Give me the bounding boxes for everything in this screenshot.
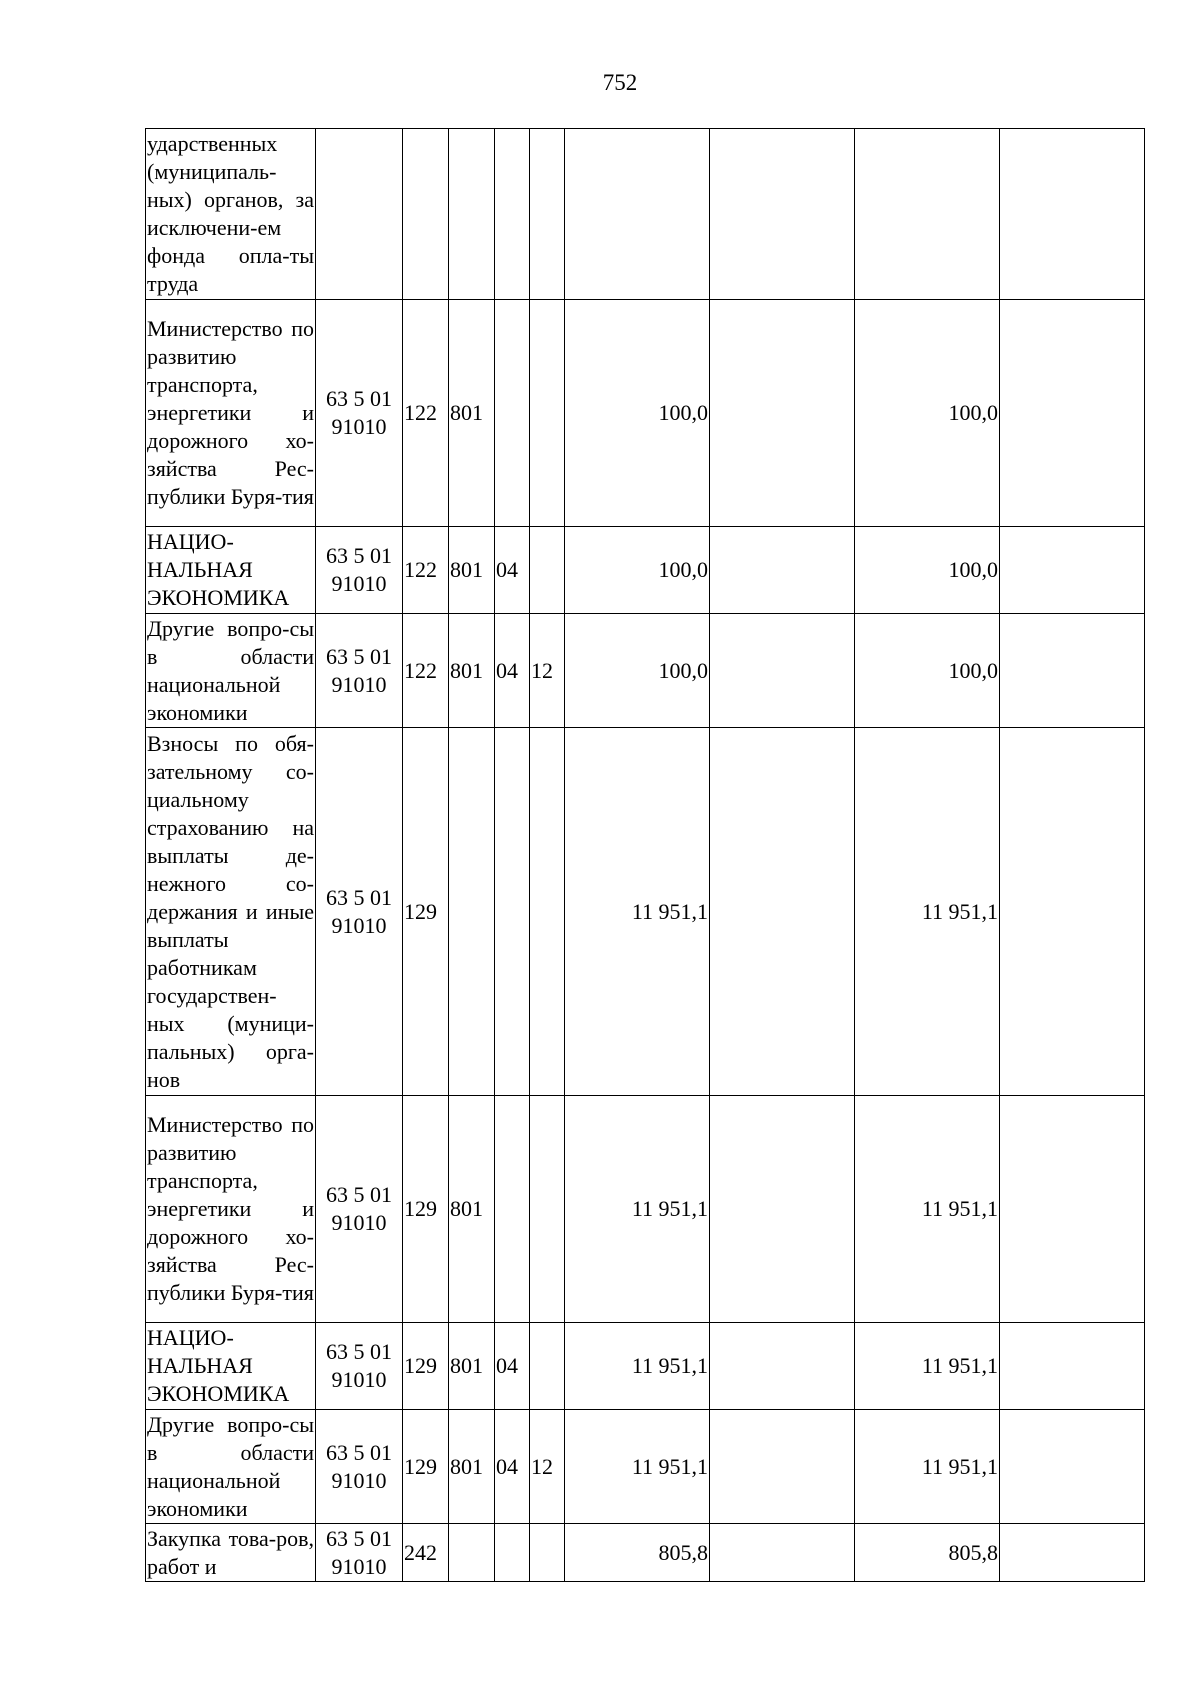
subsection-cell [530, 1096, 565, 1323]
row-name-cell: НАЦИО-НАЛЬНАЯ ЭКОНОМИКА [146, 1323, 316, 1410]
table-row [146, 1096, 1145, 1323]
amount-col3-cell: 11 951,1 [855, 1096, 1000, 1323]
table-row [146, 1524, 1145, 1582]
target-article-cell: 63 5 01 91010 [316, 300, 403, 527]
target-article-cell: 63 5 01 91010 [316, 527, 403, 614]
section-cell [495, 1524, 530, 1582]
row-name-cell: Другие вопро-сы в области национальной экономики [146, 614, 316, 728]
amount-col4-cell [1000, 1410, 1145, 1524]
amount-total-cell [565, 129, 710, 300]
amount-col3-cell: 100,0 [855, 300, 1000, 527]
row-name-cell: Министерство по развитию транспорта, энергетики и дорожного хо-зяйства Рес-публики Буря-тия [146, 1096, 316, 1323]
amount-col3-cell: 11 951,1 [855, 728, 1000, 1096]
target-article-cell: 63 5 01 91010 [316, 1524, 403, 1582]
row-name-cell: Закупка това-ров, работ и [146, 1524, 316, 1582]
amount-col2-cell [710, 1524, 855, 1582]
subsection-cell [530, 527, 565, 614]
subsection-cell [530, 129, 565, 300]
amount-total-cell: 805,8 [565, 1524, 710, 1582]
ministry-code-cell: 801 [449, 1323, 495, 1410]
table-row [146, 728, 1145, 1096]
amount-col2-cell [710, 300, 855, 527]
expense-type-cell: 122 [403, 300, 449, 527]
ministry-code-cell: 801 [449, 614, 495, 728]
table-row [146, 527, 1145, 614]
amount-total-cell: 100,0 [565, 527, 710, 614]
amount-total-cell: 11 951,1 [565, 1323, 710, 1410]
amount-total-cell: 100,0 [565, 300, 710, 527]
ministry-code-cell [449, 728, 495, 1096]
section-cell [495, 728, 530, 1096]
section-cell [495, 300, 530, 527]
ministry-code-cell [449, 129, 495, 300]
amount-col3-cell: 100,0 [855, 614, 1000, 728]
amount-col2-cell [710, 1410, 855, 1524]
expense-type-cell: 122 [403, 527, 449, 614]
subsection-cell: 12 [530, 614, 565, 728]
amount-col2-cell [710, 129, 855, 300]
amount-col3-cell: 11 951,1 [855, 1323, 1000, 1410]
amount-col4-cell [1000, 614, 1145, 728]
amount-col3-cell: 100,0 [855, 527, 1000, 614]
budget-table [145, 128, 1145, 1582]
amount-col3-cell: 11 951,1 [855, 1410, 1000, 1524]
subsection-cell [530, 300, 565, 527]
subsection-cell: 12 [530, 1410, 565, 1524]
section-cell: 04 [495, 1323, 530, 1410]
amount-col4-cell [1000, 1323, 1145, 1410]
subsection-cell [530, 1524, 565, 1582]
amount-col3-cell [855, 129, 1000, 300]
table-row [146, 1323, 1145, 1410]
target-article-cell: 63 5 01 91010 [316, 1410, 403, 1524]
expense-type-cell: 242 [403, 1524, 449, 1582]
amount-col4-cell [1000, 300, 1145, 527]
amount-col4-cell [1000, 129, 1145, 300]
section-cell [495, 1096, 530, 1323]
amount-col4-cell [1000, 1096, 1145, 1323]
ministry-code-cell: 801 [449, 1096, 495, 1323]
section-cell: 04 [495, 527, 530, 614]
table-row [146, 1410, 1145, 1524]
table-row [146, 614, 1145, 728]
amount-col2-cell [710, 1323, 855, 1410]
row-name-cell: Взносы по обя-зательному со-циальному страхованию на выплаты де-нежного со-держания и иные выплаты работникам государствен-ных (муници-пальных) орга-нов [146, 728, 316, 1096]
section-cell: 04 [495, 614, 530, 728]
expense-type-cell: 129 [403, 1096, 449, 1323]
amount-total-cell: 11 951,1 [565, 1410, 710, 1524]
expense-type-cell: 129 [403, 1323, 449, 1410]
row-name-cell: НАЦИО-НАЛЬНАЯ ЭКОНОМИКА [146, 527, 316, 614]
table-row [146, 129, 1145, 300]
amount-col2-cell [710, 614, 855, 728]
amount-total-cell: 100,0 [565, 614, 710, 728]
expense-type-cell: 129 [403, 728, 449, 1096]
ministry-code-cell [449, 1524, 495, 1582]
expense-type-cell: 122 [403, 614, 449, 728]
amount-col2-cell [710, 527, 855, 614]
section-cell [495, 129, 530, 300]
row-name-cell: Другие вопро-сы в области национальной экономики [146, 1410, 316, 1524]
amount-col4-cell [1000, 728, 1145, 1096]
row-name-cell: Министерство по развитию транспорта, энергетики и дорожного хо-зяйства Рес-публики Буря-тия [146, 300, 316, 527]
section-cell: 04 [495, 1410, 530, 1524]
ministry-code-cell: 801 [449, 300, 495, 527]
amount-col4-cell [1000, 527, 1145, 614]
ministry-code-cell: 801 [449, 527, 495, 614]
target-article-cell: 63 5 01 91010 [316, 1323, 403, 1410]
expense-type-cell: 129 [403, 1410, 449, 1524]
row-name-cell: ударственных (муниципаль-ных) органов, за исключени-ем фонда опла-ты труда [146, 129, 316, 300]
target-article-cell: 63 5 01 91010 [316, 1096, 403, 1323]
amount-total-cell: 11 951,1 [565, 1096, 710, 1323]
subsection-cell [530, 728, 565, 1096]
amount-total-cell: 11 951,1 [565, 728, 710, 1096]
table-row [146, 300, 1145, 527]
target-article-cell [316, 129, 403, 300]
amount-col4-cell [1000, 1524, 1145, 1582]
subsection-cell [530, 1323, 565, 1410]
ministry-code-cell: 801 [449, 1410, 495, 1524]
amount-col3-cell: 805,8 [855, 1524, 1000, 1582]
page-number: 752 [602, 70, 638, 95]
target-article-cell: 63 5 01 91010 [316, 728, 403, 1096]
expense-type-cell [403, 129, 449, 300]
amount-col2-cell [710, 728, 855, 1096]
target-article-cell: 63 5 01 91010 [316, 614, 403, 728]
amount-col2-cell [710, 1096, 855, 1323]
